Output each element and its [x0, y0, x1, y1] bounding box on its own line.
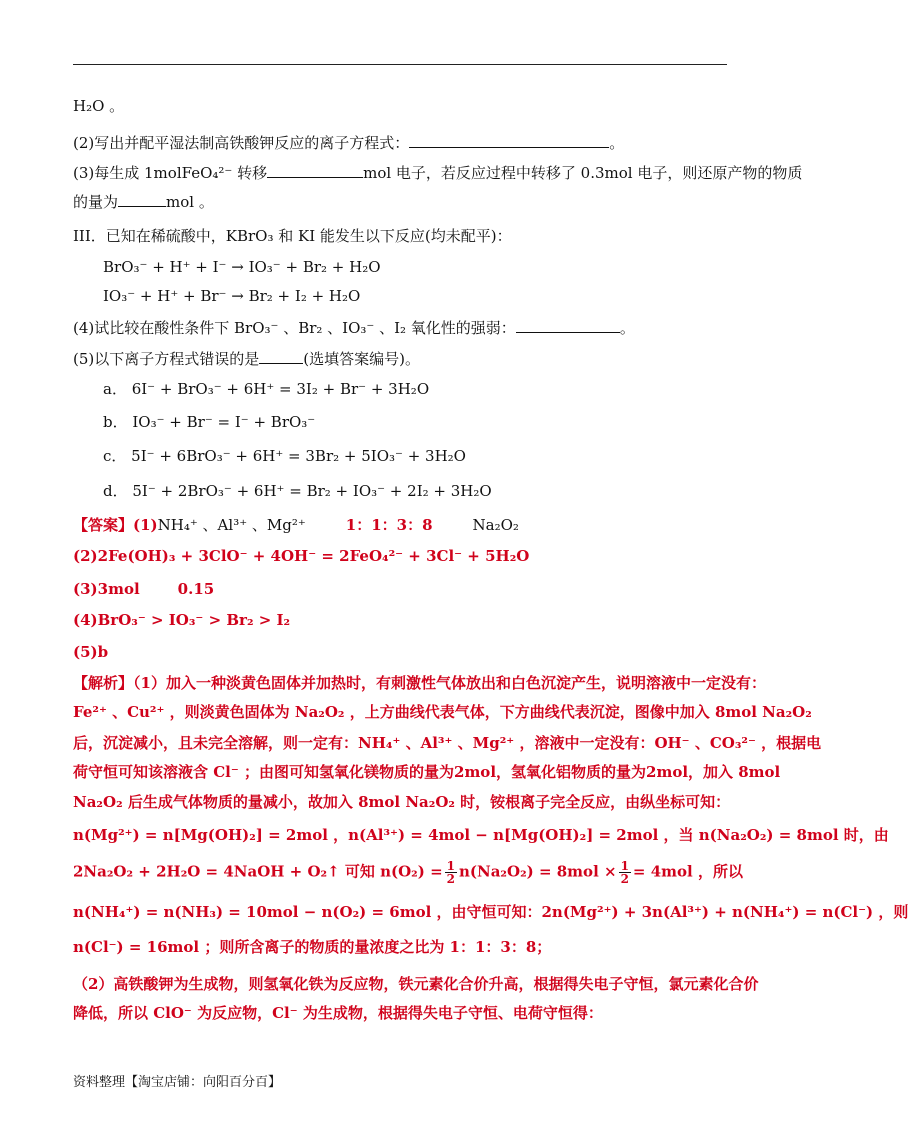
- header-rule: [73, 64, 727, 65]
- question-4-text: (4)试比较在酸性条件下 BrO₃⁻ 、Br₂ 、IO₃⁻ 、I₂ 氧化性的强弱：: [73, 319, 516, 337]
- analysis-line-7c: = 4mol ，所以: [632, 862, 743, 881]
- page-footer: 资料整理【淘宝店铺：向阳百分百】: [73, 1075, 282, 1090]
- analysis-line-8: n(NH₄⁺) = n(NH₃) = 10mol − n(O₂) = 6mol ，由守恒可知：2n(Mg²⁺) + 3n(Al³⁺) + n(NH₄⁺) = n(Cl⁻) ，则: [73, 903, 908, 921]
- part-3-intro: III．已知在稀硫酸中，KBrO₃ 和 KI 能发生以下反应(均未配平)：: [73, 227, 512, 245]
- analysis-line-7b: n(Na₂O₂) = 8mol ×: [459, 862, 617, 881]
- reaction-equation-2: IO₃⁻ + H⁺ + Br⁻ → Br₂ + I₂ + H₂O: [103, 287, 361, 305]
- answer-2: (2)2Fe(OH)₃ + 3ClO⁻ + 4OH⁻ = 2FeO₄²⁻ + 3Cl⁻ + 5H₂O: [73, 547, 530, 565]
- answer-line-1: [73, 515, 519, 535]
- answer-3-value: 0.15: [177, 580, 215, 598]
- option-b: b． IO₃⁻ + Br⁻ = I⁻ + BrO₃⁻: [103, 413, 316, 431]
- analysis-line-6: n(Mg²⁺) = n[Mg(OH)₂] = 2mol ，n(Al³⁺) = 4mol − n[Mg(OH)₂] = 2mol ，当 n(Na₂O₂) = 8mol 时，由: [73, 826, 889, 844]
- analysis-line-2: Fe²⁺ 、Cu²⁺ ，则淡黄色固体为 Na₂O₂ ，上方曲线代表气体，下方曲线代表沉淀，图像中加入 8mol Na₂O₂: [73, 703, 812, 721]
- analysis-line-5: Na₂O₂ 后生成气体物质的量减小，故加入 8mol Na₂O₂ 时，铵根离子完全反应，由纵坐标可知：: [73, 793, 731, 811]
- question-4: [73, 318, 635, 338]
- fraction-one-half-2: $\frac{1}{2}$: [620, 859, 629, 886]
- analysis-line-4: 荷守恒可知该溶液含 Cl⁻ ；由图可知氢氧化镁物质的量为2mol，氢氧化铝物质的量为2mol，加入 8mol: [73, 763, 781, 781]
- question-3-line2: [73, 192, 214, 212]
- analysis-line-11: 降低，所以 ClO⁻ 为反应物，Cl⁻ 为生成物，根据得失电子守恒、电荷守恒得：: [73, 1004, 603, 1022]
- question-3-text-d: mol 。: [166, 193, 214, 211]
- answer-1-na2o2: Na₂O₂: [472, 516, 519, 534]
- answer-1-number: (1): [133, 516, 158, 534]
- analysis-line-3: 后，沉淀减小，且未完全溶解，则一定有：NH₄⁺ 、Al³⁺ 、Mg²⁺ ，溶液中一定没有：OH⁻ 、CO₃²⁻ ，根据电: [73, 734, 822, 752]
- question-tail: H₂O 。: [73, 97, 125, 115]
- answer-blank-4[interactable]: [516, 318, 620, 333]
- answer-4: (4)BrO₃⁻ > IO₃⁻ > Br₂ > I₂: [73, 611, 291, 629]
- answer-line-3: [73, 579, 214, 599]
- answer-3: (3)3mol: [73, 580, 140, 598]
- option-a: a． 6I⁻ + BrO₃⁻ + 6H⁺ = 3I₂ + Br⁻ + 3H₂O: [103, 380, 430, 398]
- question-2: [73, 133, 624, 153]
- question-5-text-a: (5)以下离子方程式错误的是: [73, 350, 260, 368]
- question-3-line1: [73, 163, 802, 183]
- analysis-line-7: [73, 860, 743, 885]
- option-c: c． 5I⁻ + 6BrO₃⁻ + 6H⁺ = 3Br₂ + 5IO₃⁻ + 3H₂O: [103, 447, 466, 465]
- answer-blank-2[interactable]: [409, 133, 609, 148]
- reaction-equation-1: BrO₃⁻ + H⁺ + I⁻ → IO₃⁻ + Br₂ + H₂O: [103, 258, 381, 276]
- option-d: d． 5I⁻ + 2BrO₃⁻ + 6H⁺ = Br₂ + IO₃⁻ + 2I₂ + 3H₂O: [103, 482, 492, 500]
- analysis-line-7a: 2Na₂O₂ + 2H₂O = 4NaOH + O₂↑ 可知 n(O₂) =: [73, 862, 443, 881]
- question-4-end: 。: [619, 319, 635, 337]
- question-3-text-c: 的量为: [73, 193, 119, 211]
- answer-5: (5)b: [73, 643, 109, 661]
- answer-label: 【答案】: [73, 516, 134, 534]
- question-3-text-b: mol 电子，若反应过程中转移了 0.3mol 电子，则还原产物的物质: [363, 164, 803, 182]
- answer-blank-5[interactable]: [259, 349, 303, 364]
- analysis-line-1: 【解析】（1）加入一种淡黄色固体并加热时，有刺激性气体放出和白色沉淀产生，说明溶液中一定没有：: [73, 674, 766, 692]
- analysis-line-9: n(Cl⁻) = 16mol ；则所含离子的物质的量浓度之比为 1：1：3：8；: [73, 938, 552, 956]
- answer-1-ratio: 1：1：3：8: [345, 516, 433, 534]
- question-2-text: (2)写出并配平湿法制高铁酸钾反应的离子方程式：: [73, 134, 410, 152]
- question-2-end: 。: [609, 134, 625, 152]
- answer-1-ions: NH₄⁺ 、Al³⁺ 、Mg²⁺: [157, 516, 306, 534]
- question-3-text-a: (3)每生成 1molFeO₄²⁻ 转移: [73, 164, 268, 182]
- question-5-text-b: (选填答案编号)。: [303, 350, 420, 368]
- analysis-line-10: （2）高铁酸钾为生成物，则氢氧化铁为反应物，铁元素化合价升高，根据得失电子守恒，氯元素化合价: [73, 975, 759, 993]
- answer-blank-3b[interactable]: [118, 192, 166, 207]
- question-5: [73, 349, 420, 369]
- fraction-one-half-1: $\frac{1}{2}$: [446, 859, 455, 886]
- answer-blank-3a[interactable]: [267, 163, 363, 178]
